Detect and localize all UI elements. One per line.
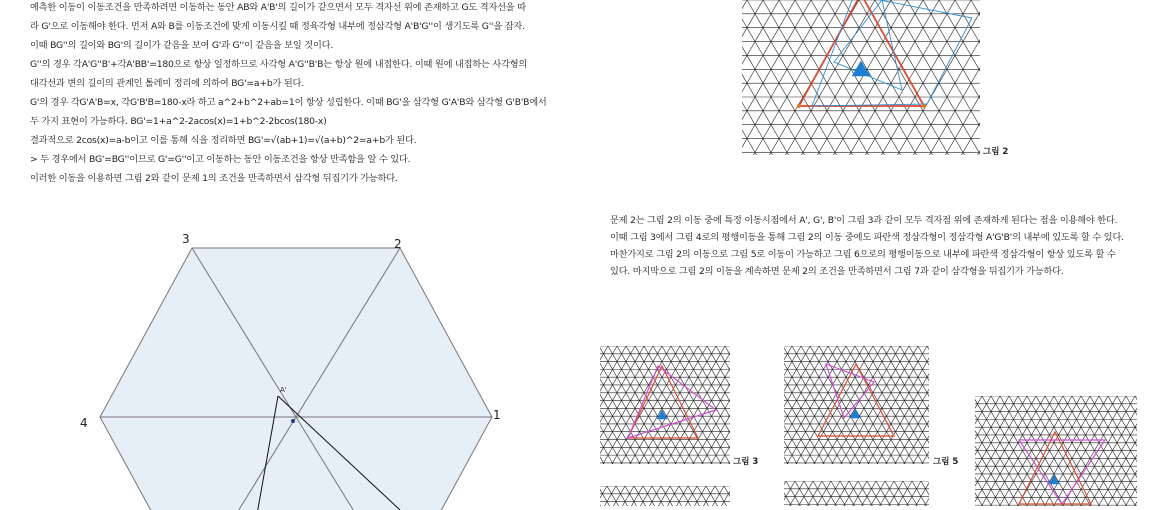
grid-line [754, 0, 843, 155]
grid-line [667, 486, 679, 506]
text-line: G''의 경우 각A'G''B'+각A'BB'=180으로 항상 일정하므로 사각형 A'G''B'B는 항상 원에 내접한다. 이때 원에 내접하는 사각형의 [30, 59, 528, 70]
grid-line [817, 481, 831, 506]
grid-line [891, 0, 980, 155]
figure-3-grid [600, 346, 730, 464]
grid-line [841, 346, 909, 464]
grid-line [913, 346, 929, 464]
text-line: 마찬가지로 그림 2의 이동으로 그림 5로 이동이 가능하고 그림 6으로의 평행이동으로 내부에 파란색 정삼각형이 항상 있도록 할 수 [610, 249, 1116, 260]
grid-line [801, 346, 869, 464]
grid-line [823, 346, 891, 464]
grid-line [880, 481, 894, 506]
grid-line [657, 346, 725, 464]
grid-line [622, 486, 634, 506]
grid-line [626, 346, 694, 464]
figure-5-caption: 그림 5 [933, 457, 959, 467]
grid-line [635, 346, 703, 464]
grid-line [971, 0, 980, 155]
grid-line [859, 346, 927, 464]
grid-line [625, 486, 637, 506]
grid-line [787, 346, 855, 464]
grid-line [795, 481, 809, 506]
grid-line [688, 486, 700, 506]
grid-line [662, 346, 730, 464]
grid-line [643, 486, 655, 506]
grid-line [786, 481, 800, 506]
vertex-label-3: 3 [182, 232, 190, 246]
grid-line [706, 486, 718, 506]
grid-line [666, 346, 730, 464]
grid-line [810, 346, 878, 464]
grid-line [613, 486, 625, 506]
grid-line [885, 481, 899, 506]
vertex-label-1: 1 [493, 408, 501, 422]
figure-2-caption: 그림 2 [983, 147, 1009, 157]
grid-line [903, 481, 917, 506]
grid-lines [600, 346, 730, 464]
hexagon-diagram [60, 230, 520, 510]
figure-4-grid [784, 346, 929, 464]
grid-line [670, 486, 682, 506]
grid-line [631, 486, 643, 506]
figure-partial-grid [784, 481, 929, 506]
grid-line [653, 346, 721, 464]
grid-line [876, 481, 890, 506]
grid-line [912, 481, 926, 506]
grid-line [871, 481, 885, 506]
left-paragraph [30, 0, 575, 188]
grid-line [814, 346, 882, 464]
grid-line [630, 346, 698, 464]
grid-line [742, 0, 804, 155]
grid-line [840, 481, 854, 506]
grid-line [853, 481, 867, 506]
grid-line [828, 346, 896, 464]
grid-line [867, 481, 881, 506]
text-line: 있다. 마지막으로 그림 2의 이동을 계속하면 문제 2의 조건을 만족하면서 그림 7과 같이 삼각형을 뒤집기가 가능하다. [610, 266, 1064, 277]
grid-line [894, 481, 908, 506]
figure-3-caption: 그림 3 [733, 457, 759, 467]
grid-line [763, 0, 852, 155]
grid-line [826, 481, 840, 506]
grid-lines [975, 396, 1137, 506]
text-line: 두 가지 표현이 가능하다. BG'=1+a^2-2acos(x)=1+b^2-2bcos(180-x) [30, 116, 327, 127]
grid-line [898, 481, 912, 506]
grid-line [600, 346, 617, 464]
grid-line [822, 481, 836, 506]
blue-triangle-outline [834, 0, 902, 90]
grid-lines [784, 481, 929, 506]
grid-line [600, 486, 601, 506]
grid-line [855, 346, 923, 464]
grid-line [612, 346, 680, 464]
grid-line [715, 486, 727, 506]
text-line: 문제 2는 그림 2의 이동 중에 특정 이동시점에서 A', G', B'이 그림 3과 같이 모두 격자점 위에 존재하게 된다는 점을 이용해야 한다. [610, 215, 1118, 226]
vertex-dot [797, 104, 801, 108]
grid-line [685, 486, 697, 506]
hexagon-shape [100, 248, 492, 510]
grid-line [675, 346, 730, 464]
grid-line [658, 486, 670, 506]
grid-line [978, 0, 980, 155]
grid-line [837, 346, 905, 464]
grid-line [697, 486, 709, 506]
text-line: > 두 경우에서 BG'=BG''이므로 G'=G''이고 이동하는 동안 이동조건을 항상 만족함을 알 수 있다. [30, 154, 411, 165]
text-line: 결과적으로 2cos(x)=a-b이고 이를 통해 식을 정리하면 BG'=√(ab+1)=√(a+b)^2=a+b가 된다. [30, 135, 417, 146]
grid-line [693, 346, 730, 464]
grid-lines [742, 0, 980, 155]
text-line: 이때 BG''의 길이와 BG'의 길이가 같음을 보여 G'과 G''이 같음을 보일 것이다. [30, 40, 334, 51]
grid-line [862, 481, 876, 506]
grid-line [818, 0, 907, 155]
vertex-label-4: 4 [80, 416, 88, 430]
grid-line [616, 486, 628, 506]
grid-line [849, 481, 863, 506]
grid-line [784, 346, 801, 464]
vertex-label-2: 2 [394, 237, 402, 251]
grid-line [808, 481, 822, 506]
figure-partial-grid [600, 486, 730, 506]
figure-2-grid [742, 0, 980, 158]
right-paragraph [610, 212, 1160, 280]
grid-line [742, 0, 795, 155]
grid-line [799, 481, 813, 506]
grid-line [804, 481, 818, 506]
grid-line [844, 481, 858, 506]
text-line: G'의 경우 각G'A'B=x, 각G'B'B=180-x라 하고 a^2+b^2+ab=1이 항상 성립한다. 이때 BG'을 삼각형 G'A'B와 삼각형 G'B'B에서 [30, 97, 547, 108]
point-label: A' [280, 386, 287, 394]
grid-line [634, 486, 646, 506]
grid-line [895, 346, 929, 464]
grid-line [640, 486, 652, 506]
grid-line [819, 346, 887, 464]
grid-line [850, 346, 918, 464]
text-line: 예측한 이동이 이동조건을 만족하려면 이동하는 동안 AB와 A'B'의 길이가 같으면서 모두 격자선 위에 존재하고 G도 격자선을 따 [30, 2, 526, 13]
figure-7-grid [975, 396, 1137, 506]
text-line: 이때 그림 3에서 그림 4로의 평행이동을 통해 그림 2의 이동 중에도 파란색 정삼각형이 정삼각형 A'G'B'의 내부에 있도록 할 수 있다. [610, 232, 1124, 243]
grid-line [694, 486, 706, 506]
grid-line [882, 0, 971, 155]
grid-line [832, 346, 900, 464]
grid-line [835, 481, 849, 506]
grid-line [790, 481, 804, 506]
text-line: 대각선과 변의 길이의 관계인 톨레미 정리에 의하여 BG'=a+b가 된다. [30, 78, 304, 89]
grid-line [850, 0, 939, 155]
grid-line [703, 486, 715, 506]
text-line: 라 G'으로 이동해야 한다. 먼저 A와 B를 이동조건에 맞게 이동시킬 때 정육각형 내부에 정삼각형 A'B'G''이 생기도록 G''을 잡자. [30, 21, 525, 32]
grid-line [930, 0, 980, 155]
grid-line [617, 346, 685, 464]
grid-line [875, 0, 964, 155]
grid-line [742, 0, 772, 155]
grid-line [604, 486, 616, 506]
grid-line [962, 0, 980, 155]
grid-line [813, 481, 827, 506]
grid-line [805, 346, 873, 464]
grid-line [786, 0, 875, 155]
grid-line [914, 0, 980, 155]
grid-line [889, 481, 903, 506]
center-point [291, 419, 295, 423]
grid-line [712, 486, 724, 506]
grid-line [644, 346, 712, 464]
grid-line [661, 486, 673, 506]
vertex-dot [922, 104, 926, 108]
grid-line [676, 486, 688, 506]
grid-line [843, 0, 932, 155]
grid-line [866, 0, 955, 155]
grid-line [621, 346, 689, 464]
grid-line [796, 346, 864, 464]
grid-line [831, 481, 845, 506]
grid-line [603, 346, 671, 464]
grid-line [639, 346, 707, 464]
magenta-triangle [628, 366, 716, 438]
grid-line [679, 486, 691, 506]
grid-lines [600, 486, 730, 506]
blue-filled-triangle [850, 409, 860, 418]
grid-line [858, 481, 872, 506]
grid-line [779, 0, 868, 155]
grid-line [652, 486, 664, 506]
text-line: 이러한 이동을 이용하면 그림 2와 같이 문제 1의 조건을 만족하면서 삼각형 뒤집기가 가능하다. [30, 173, 398, 184]
grid-line [900, 346, 929, 464]
grid-line [607, 486, 619, 506]
grid-line [907, 481, 921, 506]
grid-line [649, 486, 661, 506]
grid-line [877, 346, 929, 464]
